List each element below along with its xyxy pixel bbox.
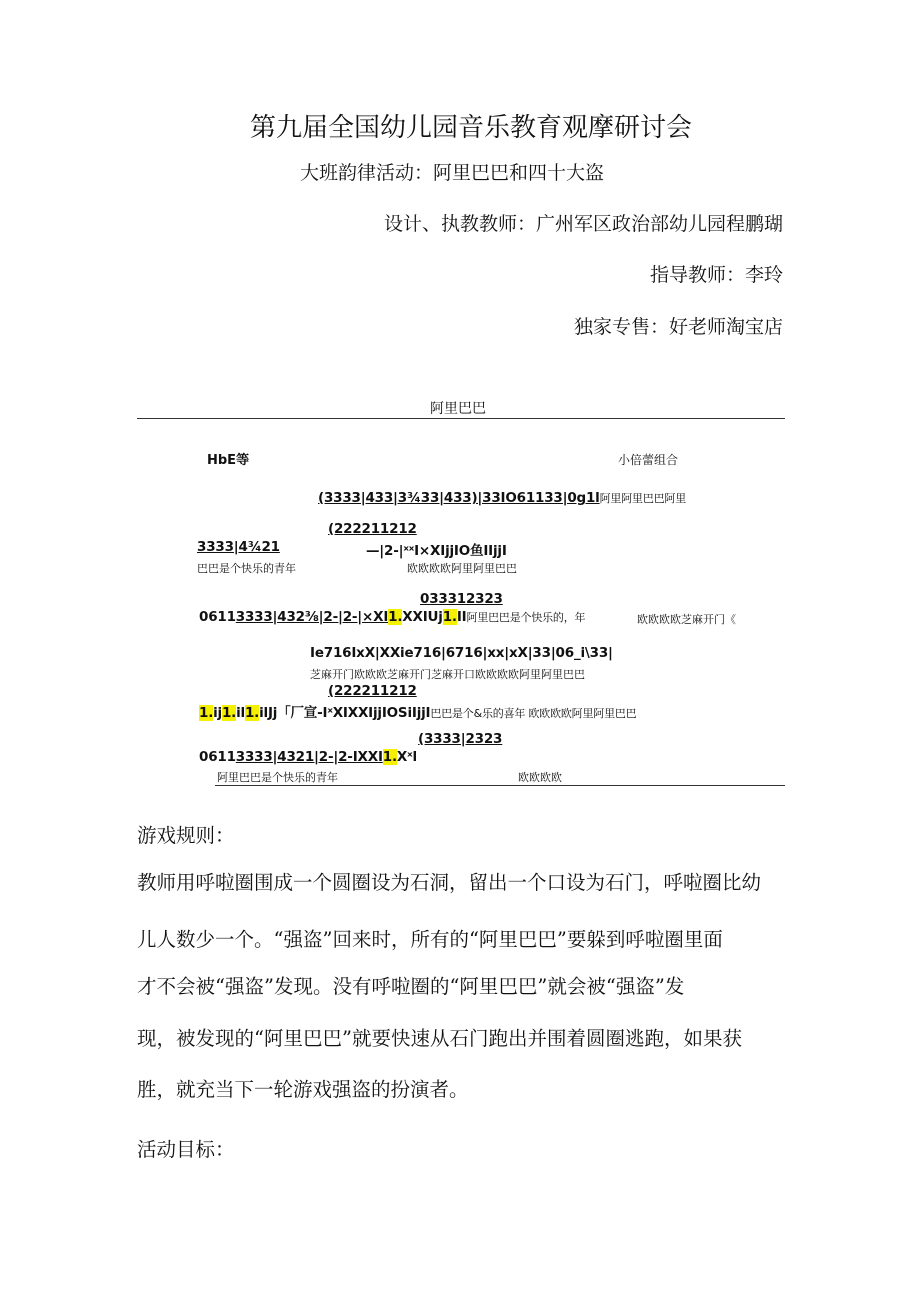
score-line-6-lyric-b: 欧欧欧欧	[518, 771, 562, 784]
score-line-2-a	[197, 539, 280, 555]
score-line-5-highlight-3: 1.	[244, 705, 260, 721]
score-line-1-notes: (3333|433|3¾33|433)|33IO61133|0g1l	[318, 490, 600, 506]
score-line-6-b: 3333|4321|2-|2-IXXI	[235, 749, 383, 765]
score-left-label: HbE等	[207, 453, 250, 468]
score-line-3-top: 033312323	[420, 591, 503, 607]
rules-line: 才不会被“强盗”发现。没有呼啦圈的“阿里巴巴”就会被“强盗”发	[137, 975, 685, 998]
score-line-5-highlight-2: 1.	[221, 705, 237, 721]
score-line-3-lyric: 阿里巴巴是个快乐的，年	[466, 611, 586, 624]
score-line-2-lyric-a: 巴巴是个快乐的青年	[197, 562, 296, 575]
score-line-3-a: 0611	[199, 609, 236, 625]
score-line-2-b: —|2-|ˣˣI×XIjjIO鱼IIjjI	[366, 543, 507, 559]
score-line-3	[199, 609, 585, 625]
score-line-3-d: II	[456, 609, 467, 625]
score-line-6-top: (3333|2323	[418, 731, 503, 747]
score-line-5-highlight-1: 1.	[199, 705, 214, 721]
score-line-5-top: (222211212	[328, 683, 417, 699]
guide-teacher-line: 指导教师：李玲	[649, 264, 783, 286]
score-line-3-b: 3333|432⅜|2-|2-|×XI	[235, 609, 389, 625]
score-bottom-rule	[215, 785, 785, 786]
score-line-6-highlight: 1.	[382, 749, 397, 765]
designer-line: 设计、执教教师：广州军区政治部幼儿园程鹏瑚	[383, 213, 783, 235]
score-line-1-lyric: 阿里阿里巴巴阿里	[599, 492, 687, 505]
rules-line: 胜，就充当下一轮游戏强盗的扮演者。	[137, 1078, 469, 1101]
score-line-2-top: (222211212	[328, 521, 417, 537]
score-line-3-highlight-2: 1.	[442, 609, 457, 625]
score-line-4-lyric: 芝麻开门欧欧欧芝麻开门芝麻开口欧欧欧欧阿里阿里巴巴	[310, 668, 585, 681]
score-line-2-a-notes: 3333|4¾21	[197, 539, 280, 555]
rules-line: 教师用呼啦圈围成一个圆圈设为石洞，留出一个口设为石门，呼啦圈比幼	[137, 871, 762, 894]
activity-subtitle: 大班韵律活动：阿里巴巴和四十大盗	[300, 162, 605, 184]
score-line-3-highlight-1: 1.	[388, 609, 403, 625]
rules-line: 儿人数少一个。“强盗”回来时，所有的“阿里巴巴”要躲到呼啦圈里面	[137, 928, 723, 951]
score-line-5-b: il	[236, 705, 245, 721]
score-right-label: 小倍蕾组合	[618, 453, 679, 467]
exclusive-line: 独家专售：好老师淘宝店	[573, 316, 783, 338]
score-line-5-a: ij	[213, 705, 222, 721]
score-line-2-lyric-b: 欧欧欧欧阿里阿里巴巴	[407, 562, 517, 575]
score-line-6-a: 0611	[199, 749, 236, 765]
goals-heading: 活动目标：	[137, 1138, 235, 1161]
score-line-6	[199, 749, 417, 765]
score-title: 阿里巴巴	[430, 401, 486, 417]
score-line-5-lyric: 巴巴是个&乐的喜年 欧欧欧欧阿里阿里巴巴	[430, 707, 637, 720]
score-line-5	[199, 701, 636, 721]
rules-line: 现，被发现的“阿里巴巴”就要快速从石门跑出并围着圆圈逃跑，如果获	[137, 1027, 742, 1050]
score-line-5-c: ilJj	[259, 705, 278, 721]
page-title: 第九届全国幼儿园音乐教育观摩研讨会	[250, 113, 693, 143]
score-line-6-lyric-a: 阿里巴巴是个快乐的青年	[217, 771, 338, 784]
score-line-6-c: Xˣl	[396, 749, 417, 765]
rules-heading: 游戏规则：	[137, 824, 235, 847]
score-line-1	[318, 490, 686, 506]
score-line-3-c: XXIUj	[402, 609, 443, 625]
score-line-4: Ie716IxX|XXie716|6716|xx|xX|33|06_i\33|	[310, 645, 613, 661]
score-top-rule	[137, 418, 785, 419]
score-line-3-right: 欧欧欧欧芝麻开门《	[637, 613, 736, 626]
score-line-5-d: 「厂宣-IˣXIXXIjjIOSiIjjI	[277, 705, 431, 721]
